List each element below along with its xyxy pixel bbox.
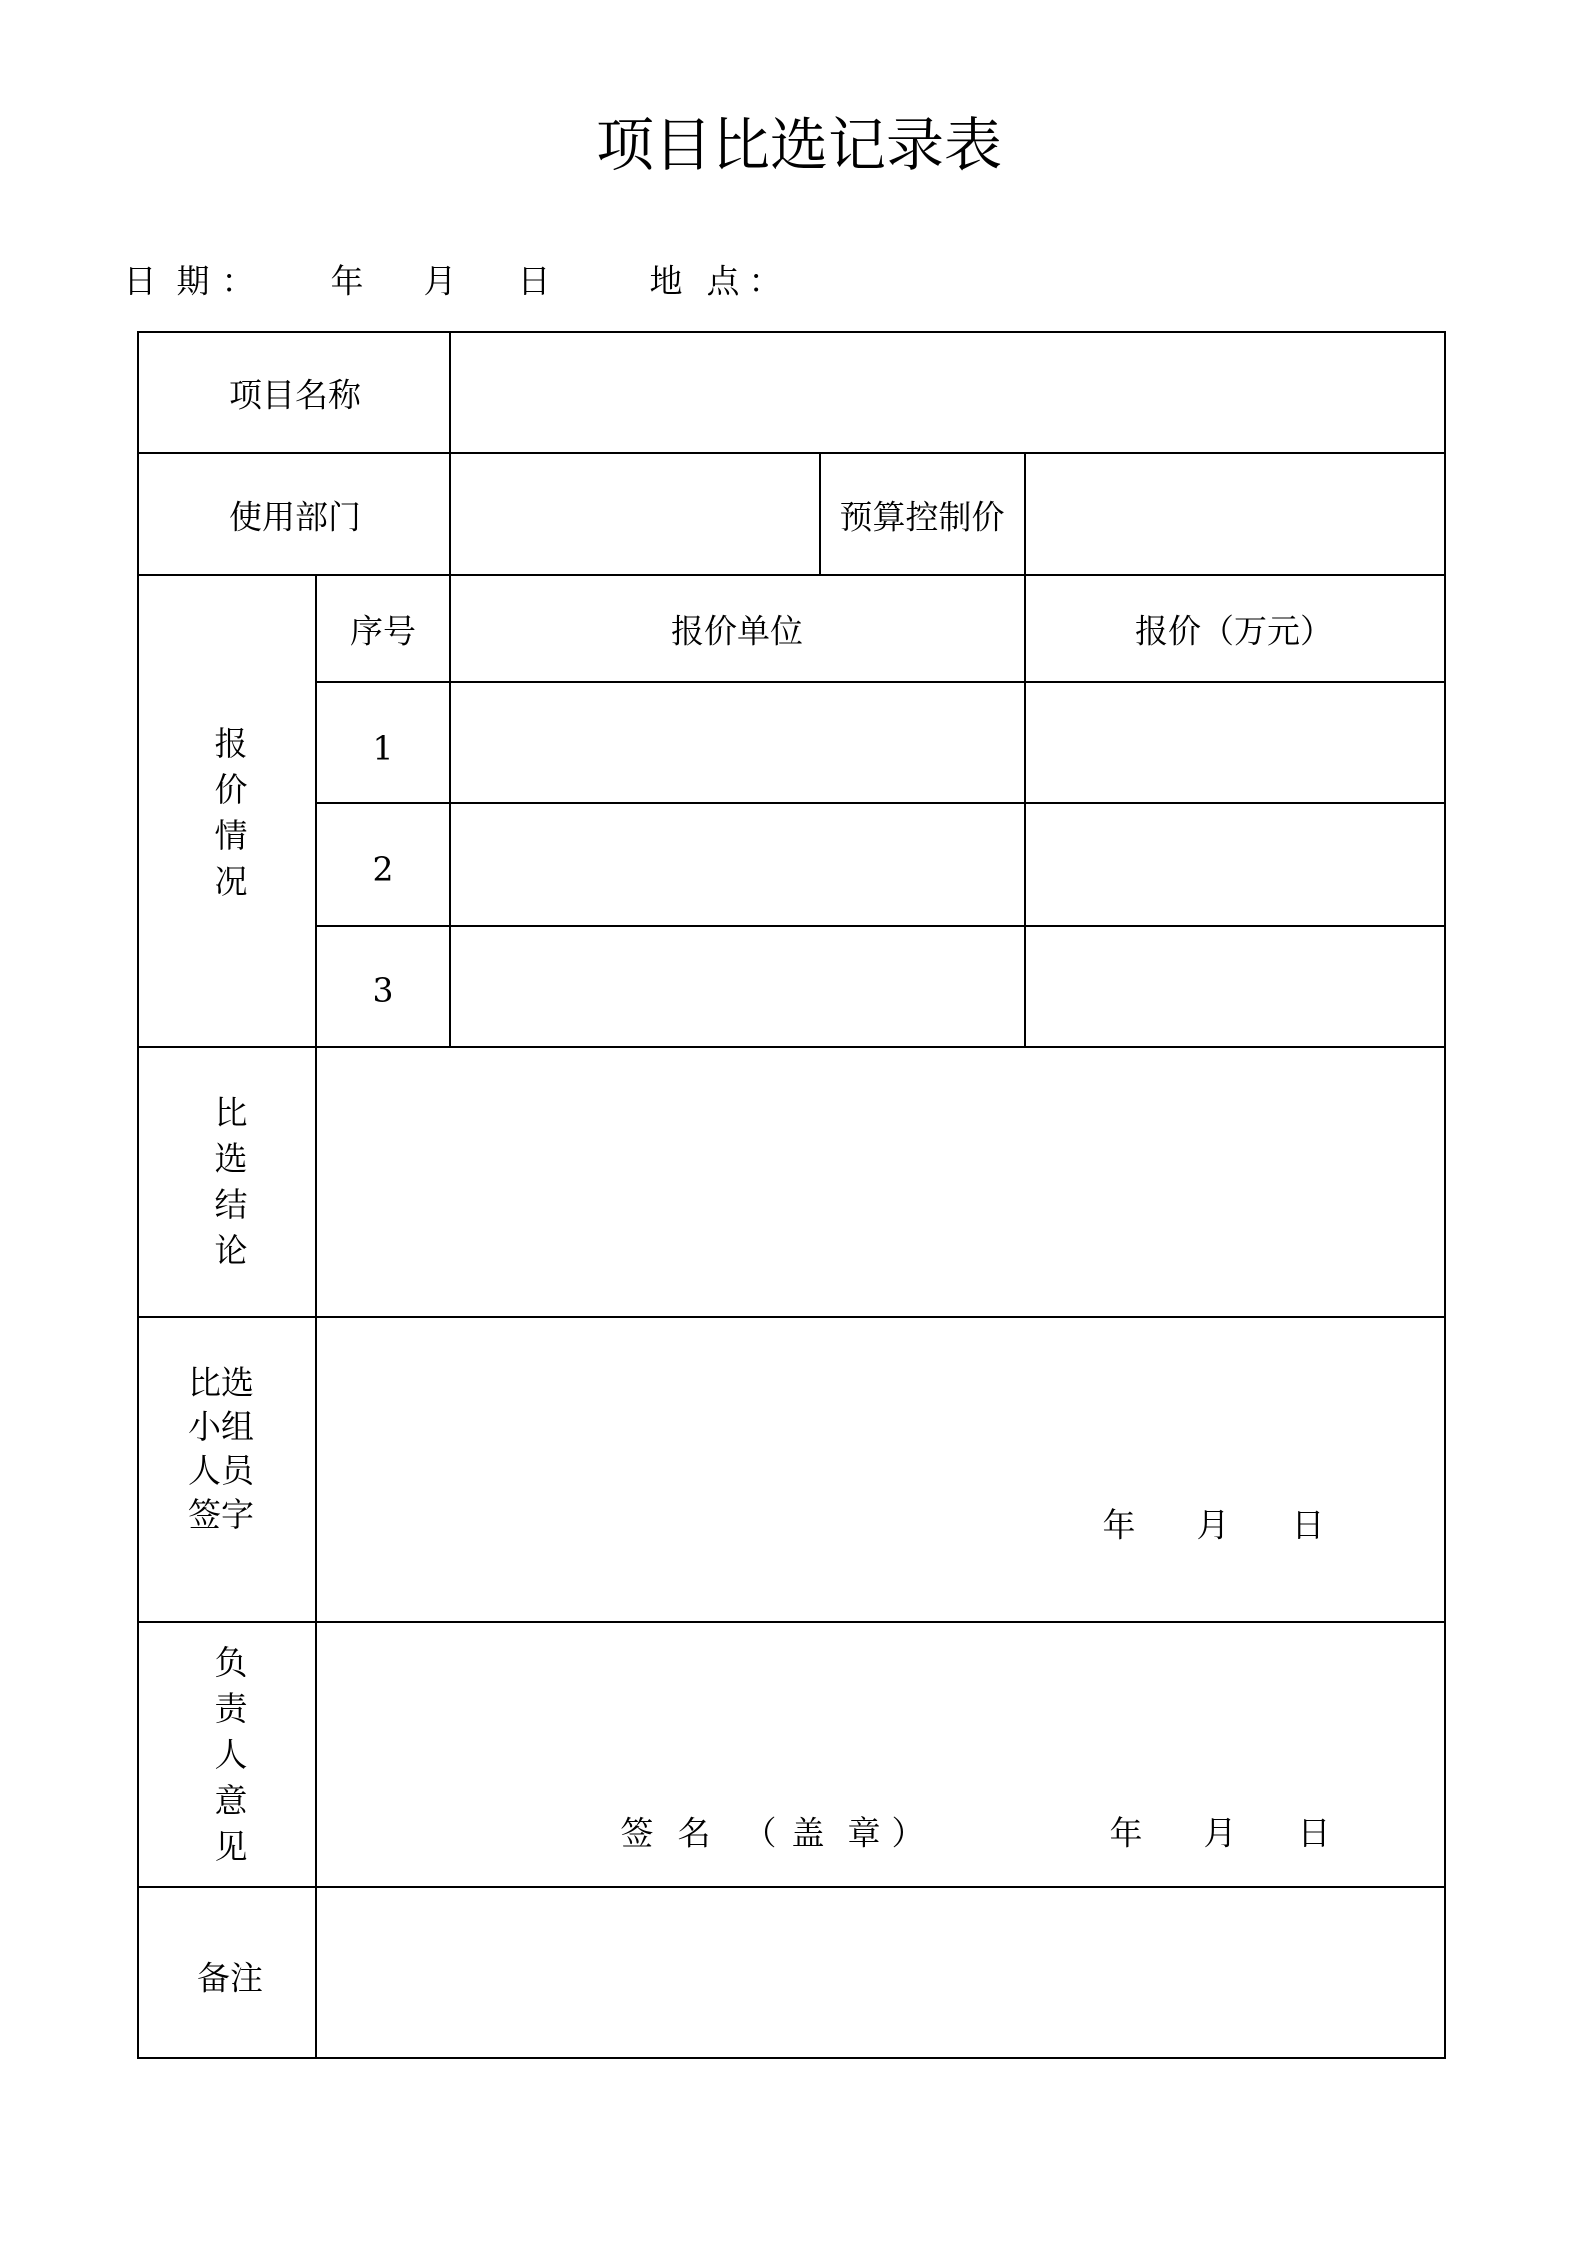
group-sign-label: 比选小组人员签字 <box>188 1363 254 1534</box>
month-label: 月 <box>1196 1505 1230 1545</box>
department-label: 使用部门 <box>229 497 361 537</box>
table-line <box>137 1621 1446 1623</box>
price-field[interactable] <box>1026 927 1443 1046</box>
table-line <box>137 574 1446 576</box>
conclusion-label: 比选结论 <box>214 1093 248 1270</box>
row-index: 1 <box>372 728 394 768</box>
column-header-price: 报价（万元） <box>1135 611 1333 651</box>
day-label: 日 <box>1297 1813 1331 1853</box>
project-name-label: 项目名称 <box>229 375 361 415</box>
price-field[interactable] <box>1026 804 1443 925</box>
column-header-index: 序号 <box>350 611 416 651</box>
place-label: 地 <box>649 261 683 301</box>
project-name-field[interactable] <box>451 333 1443 452</box>
year-label: 年 <box>1109 1813 1143 1853</box>
row-index: 2 <box>372 849 394 889</box>
date-label: 期 <box>176 261 210 301</box>
budget-field[interactable] <box>1026 454 1443 574</box>
date-colon: ： <box>221 261 255 301</box>
table-border <box>137 331 139 2059</box>
quote-section-label: 报价情况 <box>214 724 248 901</box>
signature-label: 名 <box>677 1813 711 1853</box>
signature-label: ） <box>891 1813 925 1853</box>
table-border <box>137 2057 1446 2059</box>
month-label: 月 <box>1203 1813 1237 1853</box>
budget-label: 预算控制价 <box>839 497 1005 537</box>
column-header-bidder: 报价单位 <box>671 611 803 651</box>
place-label: 点 <box>706 261 740 301</box>
day-label: 日 <box>517 261 551 301</box>
price-field[interactable] <box>1026 683 1443 802</box>
leader-opinion-label: 负责人意见 <box>214 1643 248 1866</box>
signature-label: （ <box>743 1813 777 1853</box>
signature-label: 章 <box>847 1813 881 1853</box>
table-border <box>1444 331 1446 2059</box>
conclusion-field[interactable] <box>317 1048 1443 1316</box>
remarks-field[interactable] <box>317 1888 1443 2057</box>
year-label: 年 <box>1102 1505 1136 1545</box>
place-colon: ： <box>748 261 782 301</box>
signature-label: 签 <box>620 1813 654 1853</box>
signature-label: 盖 <box>791 1813 825 1853</box>
date-label: 日 <box>123 261 157 301</box>
bidder-field[interactable] <box>451 804 1023 925</box>
bidder-field[interactable] <box>451 927 1023 1046</box>
bidder-field[interactable] <box>451 683 1023 802</box>
document-title: 项目比选记录表 <box>595 111 1003 179</box>
row-index: 3 <box>372 970 394 1010</box>
remarks-label: 备注 <box>197 1958 263 1998</box>
year-label: 年 <box>330 261 364 301</box>
day-label: 日 <box>1291 1505 1325 1545</box>
department-field[interactable] <box>451 454 818 574</box>
month-label: 月 <box>423 261 457 301</box>
table-line <box>819 452 821 575</box>
table-line <box>315 574 317 2058</box>
table-line <box>137 1316 1446 1318</box>
